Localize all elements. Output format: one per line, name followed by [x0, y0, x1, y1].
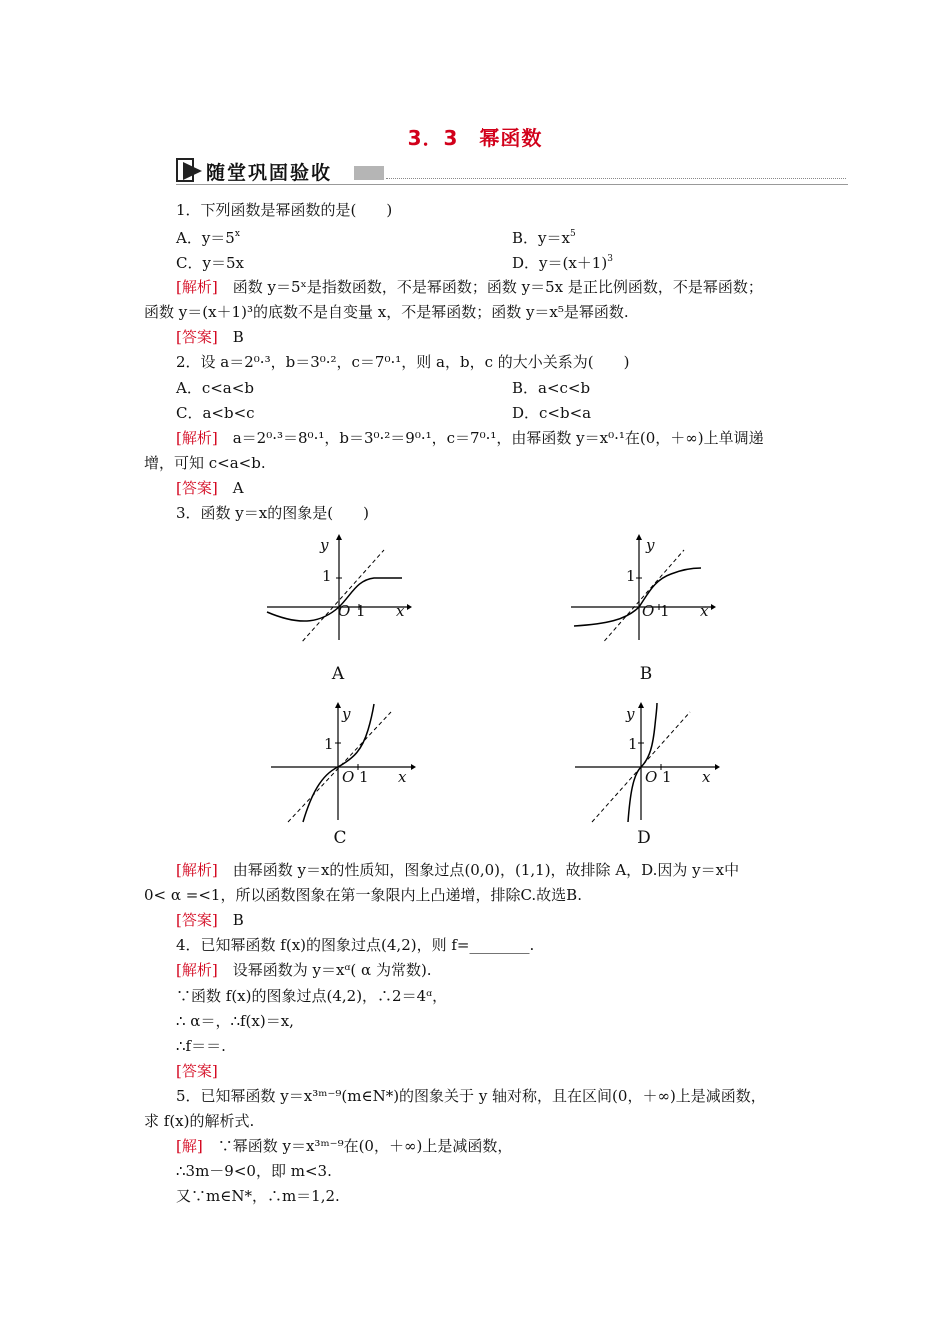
- graph-b-xone: 1: [660, 602, 670, 620]
- graph-c-label: C: [333, 828, 347, 848]
- banner-bar: [354, 166, 384, 180]
- q4-answer: [答案]: [176, 1062, 218, 1080]
- q2-analysis: [解析] a＝2⁰·³＝8⁰·¹，b＝3⁰·²＝9⁰·¹，c＝7⁰·¹，由幂函数 y＝x⁰·¹在(0，＋∞)上单调递: [176, 429, 764, 447]
- section-title: 随堂巩固验收: [206, 162, 333, 184]
- q5-stem-cont: 求 f(x)的解析式.: [144, 1112, 255, 1130]
- q3-answer: [答案] B: [176, 911, 244, 929]
- q4-analysis: [解析] 设幂函数为 y＝xᵅ( α 为常数).: [176, 961, 432, 979]
- q5-stem: 5．已知幂函数 y＝x³ᵐ⁻⁹(m∈N*)的图象关于 y 轴对称，且在区间(0，＋∞)上是减函数，: [176, 1087, 766, 1105]
- graph-d-origin: O: [645, 768, 658, 786]
- q1-analysis-cont: 函数 y＝(x＋1)³的底数不是自变量 x，不是幂函数；函数 y＝x⁵是幂函数.: [144, 303, 629, 321]
- graph-d-one: 1: [628, 735, 638, 753]
- graph-a: [262, 532, 412, 642]
- q1-stem: 1．下列函数是幂函数的是( ): [176, 201, 393, 219]
- q1-analysis: [解析] 函数 y＝5ˣ是指数函数，不是幂函数；函数 y＝5x 是正比例函数，不是幂函数；: [176, 278, 763, 296]
- q2-stem: 2．设 a＝2⁰·³，b＝3⁰·²，c＝7⁰·¹，则 a，b，c 的大小关系为( ): [176, 353, 630, 371]
- banner-rule: [176, 184, 848, 185]
- q5-line-2: ∴3m－9<0，即 m<3.: [176, 1162, 332, 1180]
- graph-c-xone: 1: [359, 768, 369, 786]
- graph-d-label: D: [637, 828, 651, 848]
- graph-b-origin: O: [642, 602, 655, 620]
- q5-solution: [解] ∵幂函数 y＝x³ᵐ⁻⁹在(0，＋∞)上是减函数，: [176, 1137, 513, 1155]
- graph-a-label: A: [331, 664, 345, 684]
- graph-c-one: 1: [324, 735, 334, 753]
- q1-option-a: A．$y=5^x$: [176, 229, 240, 247]
- q4-stem: 4．已知幂函数 f(x)的图象过点(4,2)，则 f=________.: [176, 936, 535, 954]
- q1-option-c: C．y＝5x: [176, 254, 244, 272]
- graph-b-label: B: [639, 664, 653, 684]
- q2-analysis-cont: 增，可知 c<a<b.: [144, 454, 266, 472]
- q2-answer: [答案] A: [176, 479, 244, 497]
- banner-divider: [386, 178, 846, 179]
- q1-option-b: B．$y=x^5$: [512, 229, 576, 247]
- q4-line-3: ∴ α＝，∴f(x)＝x,: [176, 1012, 294, 1030]
- q2-option-a: A．c<a<b: [176, 379, 254, 397]
- q4-line-4: ∴f＝＝.: [176, 1037, 226, 1055]
- graph-a-y: y: [320, 536, 329, 554]
- q3-analysis-cont: 0< α =<1，所以函数图象在第一象限内上凸递增，排除C.故选B.: [144, 886, 582, 904]
- q3-stem: 3．函数 y＝x的图象是( ): [176, 504, 369, 522]
- q5-line-3: 又∵m∈N*，∴m＝1,2.: [176, 1187, 340, 1205]
- graph-a-origin: O: [338, 602, 351, 620]
- q3-analysis: [解析] 由幂函数 y＝x的性质知，图象过点(0,0)，(1,1)，故排除 A，D.因为 y＝x中: [176, 861, 740, 879]
- q1-answer: [答案] B: [176, 328, 244, 346]
- q1-option-d: D．$y=(x+1)^3$: [512, 254, 613, 272]
- page-title: 3．3 幂函数: [407, 126, 543, 150]
- q2-option-d: D．c<b<a: [512, 404, 592, 422]
- graph-a-one: 1: [322, 567, 332, 585]
- graph-c-y: y: [342, 705, 351, 723]
- graph-b: [566, 532, 716, 642]
- graph-a-xone: 1: [356, 602, 366, 620]
- q4-line-2: ∵函数 f(x)的图象过点(4,2)，∴2＝4ᵅ，: [176, 987, 448, 1005]
- graph-c-origin: O: [342, 768, 355, 786]
- graph-b-x: x: [700, 602, 709, 620]
- graph-b-y: y: [646, 536, 655, 554]
- q2-option-b: B．a<c<b: [512, 379, 591, 397]
- graph-d-xone: 1: [662, 768, 672, 786]
- graph-c: [266, 700, 416, 825]
- graph-d-y: y: [626, 705, 635, 723]
- arrow-icon: [176, 156, 204, 186]
- q2-option-c: C．a<b<c: [176, 404, 255, 422]
- graph-c-x: x: [398, 768, 407, 786]
- section-banner: [176, 156, 848, 186]
- graph-d: [570, 700, 720, 825]
- graph-a-x: x: [396, 602, 405, 620]
- graph-d-x: x: [702, 768, 711, 786]
- graph-b-one: 1: [626, 567, 636, 585]
